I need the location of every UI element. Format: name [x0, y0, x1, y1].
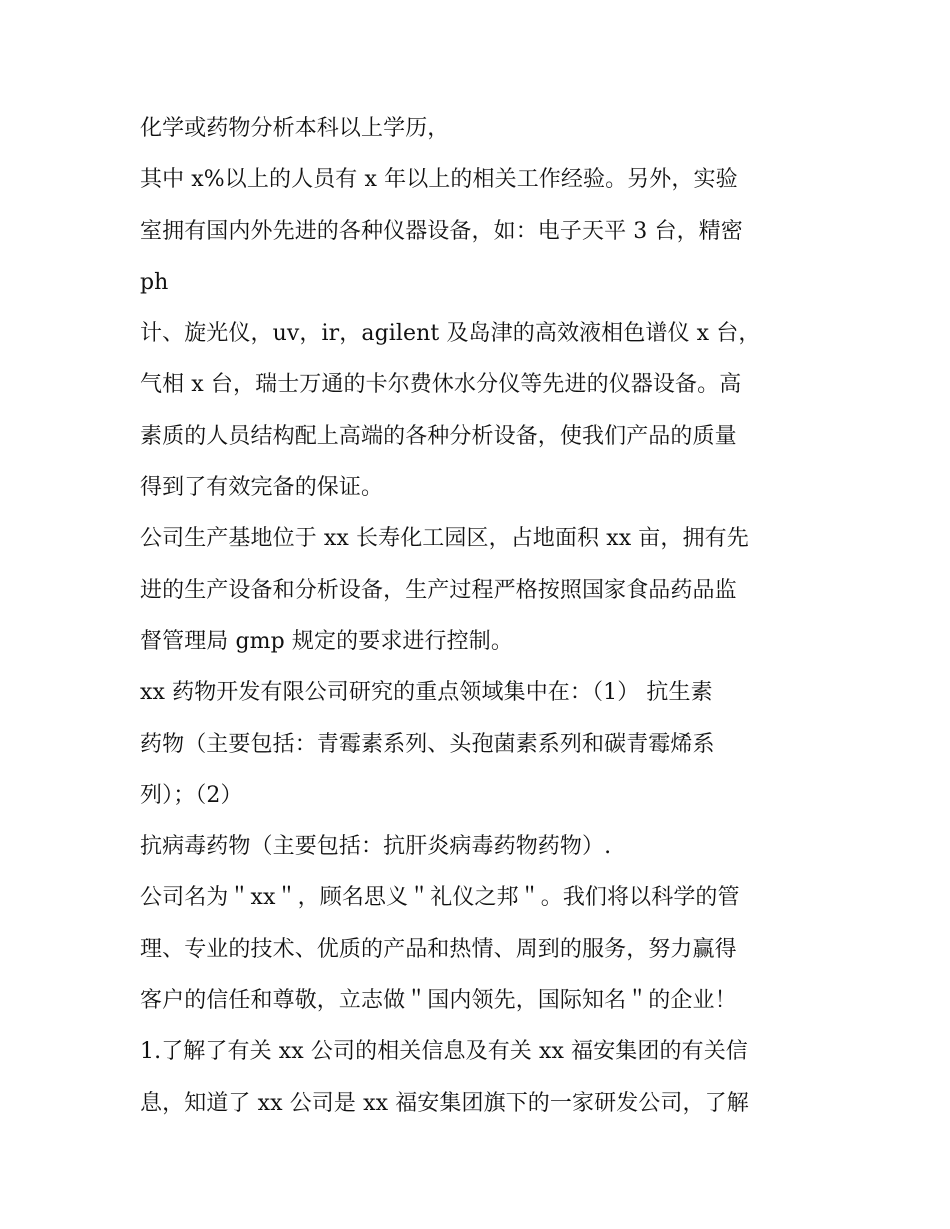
- text-line-5: 计、旋光仪，uv，ir，agilent 及岛津的高效液相色谱仪 x 台，: [140, 321, 761, 347]
- text-line-1: 化学或药物分析本科以上学历，: [140, 116, 450, 141]
- text-line-13: 药物（主要包括：青霉素系列、头孢菌素系列和碳青霉烯系: [140, 731, 715, 757]
- text-line-9: 公司生产基地位于 xx 长寿化工园区，占地面积 xx 亩，拥有先: [140, 526, 749, 552]
- text-line-20: 息，知道了 xx 公司是 xx 福安集团旗下的一家研发公司，了解: [140, 1090, 749, 1116]
- text-line-19: 1.了解了有关 xx 公司的相关信息及有关 xx 福安集团的有关信: [140, 1039, 748, 1065]
- text-line-2: 其中 x%以上的人员有 x 年以上的相关工作经验。另外，实验: [140, 167, 738, 193]
- text-line-15: 抗病毒药物（主要包括：抗肝炎病毒药物药物）.: [140, 834, 612, 860]
- text-line-16: 公司名为＂xx＂，顾名思义＂礼仪之邦＂。我们将以科学的管: [140, 885, 740, 911]
- text-line-4: ph: [140, 269, 169, 295]
- text-line-3: 室拥有国内外先进的各种仪器设备，如：电子天平 3 台，精密: [140, 218, 743, 244]
- text-line-18: 客户的信任和尊敬，立志做＂国内领先，国际知名＂的企业！: [140, 988, 737, 1014]
- text-line-12: xx 药物开发有限公司研究的重点领域集中在：（1） 抗生素: [140, 680, 713, 706]
- text-line-11: 督管理局 gmp 规定的要求进行控制。: [140, 628, 513, 654]
- text-line-7: 素质的人员结构配上高端的各种分析设备，使我们产品的质量: [140, 423, 737, 449]
- text-line-8: 得到了有效完备的保证。: [140, 475, 384, 501]
- text-line-14: 列）；（2）: [140, 782, 243, 808]
- text-line-6: 气相 x 台，瑞士万通的卡尔费休水分仪等先进的仪器设备。高: [140, 372, 742, 398]
- document-page: [140, 110, 820, 1136]
- text-line-10: 进的生产设备和分析设备，生产过程严格按照国家食品药品监: [140, 577, 737, 603]
- text-line-17: 理、专业的技术、优质的产品和热情、周到的服务，努力赢得: [140, 936, 737, 962]
